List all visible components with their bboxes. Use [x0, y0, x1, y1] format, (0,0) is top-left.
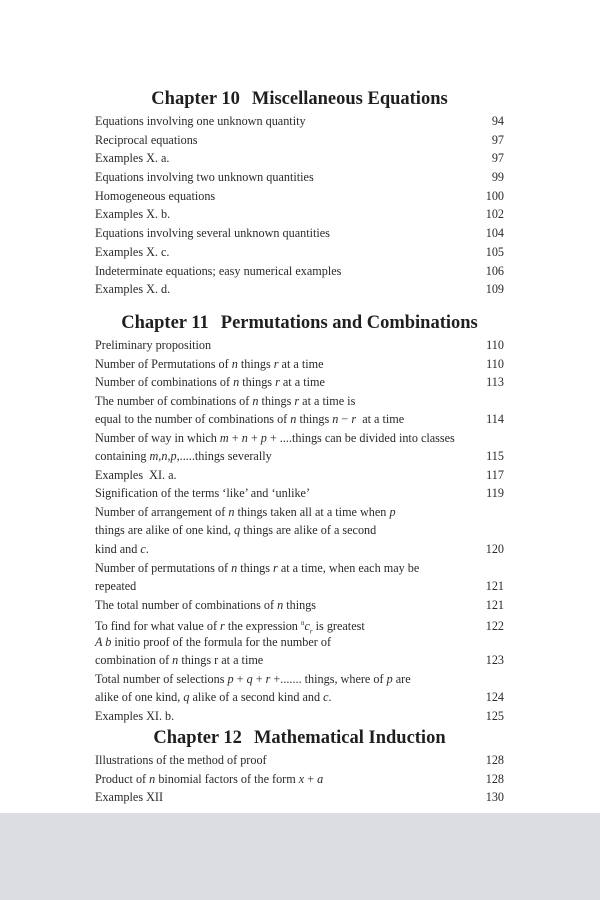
chapter-10-section [95, 86, 504, 299]
entry-page-number: 119 [486, 486, 504, 501]
entry-page-number: 120 [485, 542, 504, 557]
chapter-12-section [95, 725, 504, 807]
toc-entry [95, 688, 504, 707]
chapter-heading [95, 310, 504, 336]
entry-title: The number of combinations of n things r at a time is [95, 393, 356, 408]
entry-page-number: 125 [485, 708, 504, 723]
entry-title: Homogeneous equations [95, 188, 216, 203]
entry-title: Preliminary proposition [95, 338, 212, 352]
toc-entry [95, 112, 504, 131]
chapter-11-section [95, 310, 504, 725]
entry-page-number: 100 [485, 188, 504, 203]
entry-title: Number of way in which m + n + p + ....things can be divided into classes [95, 430, 455, 445]
entry-page-number: 97 [491, 151, 504, 166]
entry-title: Number of Permutations of n things r at a time [95, 356, 324, 371]
entry-title: equal to the number of combinations of n things n − r at a time [95, 412, 405, 427]
entry-list [95, 336, 504, 725]
entry-list [95, 112, 504, 299]
entry-title: Signification of the terms ‘like’ and ‘unlike’ [95, 486, 311, 501]
chapter-title: Miscellaneous Equations [251, 89, 448, 109]
toc-entry [95, 447, 504, 466]
entry-title: Examples XII [95, 790, 164, 805]
entry-page-number: 128 [485, 771, 504, 786]
toc-entry [95, 559, 504, 578]
chapter-label: Chapter 11 [121, 313, 209, 333]
chapter-title: Permutations and Combinations [220, 313, 478, 333]
toc-entry [95, 373, 504, 392]
entry-page-number: 110 [486, 356, 504, 371]
entry-title: alike of one kind, q alike of a second kind and c. [95, 690, 332, 705]
toc-entry [95, 262, 504, 281]
toc-entry [95, 651, 504, 670]
toc-entry [95, 149, 504, 168]
toc-entry [95, 788, 504, 807]
entry-title: Examples X. b. [95, 207, 171, 222]
entry-page-number: 105 [485, 244, 504, 259]
entry-title: Examples XI. a. [95, 467, 177, 482]
toc-entry [95, 168, 504, 187]
entry-page-number: 97 [491, 132, 504, 147]
chapter-label: Chapter 12 [153, 728, 242, 748]
toc-entry [95, 243, 504, 262]
entry-title: Reciprocal equations [95, 132, 198, 147]
entry-title: Examples X. d. [95, 282, 171, 297]
entry-title: Equations involving one unknown quantity [95, 114, 306, 128]
entry-title: things are alike of one kind, q things are alike of a second [95, 523, 377, 538]
chapter-heading [95, 86, 504, 112]
entry-list [95, 751, 504, 807]
entry-title: Examples XI. b. [95, 708, 175, 723]
toc-entry [95, 770, 504, 789]
entry-page-number: 99 [491, 170, 504, 185]
entry-page-number: 102 [485, 207, 504, 222]
toc-entry [95, 205, 504, 224]
entry-page-number: 122 [485, 619, 504, 634]
entry-page-number: 130 [485, 790, 504, 805]
entry-title: Number of combinations of n things r at a time [95, 375, 325, 390]
entry-title: kind and c. [95, 542, 149, 557]
toc-entry [95, 503, 504, 522]
entry-title: The total number of combinations of n things [95, 597, 317, 612]
toc-entry [95, 429, 504, 448]
entry-title: Product of n binomial factors of the form x + a [95, 771, 324, 786]
toc-entry [95, 484, 504, 503]
toc-entry [95, 131, 504, 150]
toc-entry [95, 187, 504, 206]
toc-entry [95, 336, 504, 355]
entry-page-number: 124 [485, 690, 504, 705]
entry-title: repeated [95, 579, 137, 594]
entry-title: To find for what value of r the expression $^nc_r$ is greatest [95, 619, 365, 636]
toc-entry [95, 596, 504, 615]
entry-title: Indeterminate equations; easy numerical examples [95, 263, 342, 278]
toc-entry [95, 751, 504, 770]
entry-page-number: 114 [486, 412, 504, 427]
entry-page-number: 115 [486, 449, 504, 464]
chapter-title: Mathematical Induction [253, 728, 446, 748]
toc-entry [95, 466, 504, 485]
entry-title: Equations involving two unknown quantities [95, 170, 314, 185]
entry-title: A b initio proof of the formula for the number of [95, 634, 332, 649]
toc-entry [95, 633, 504, 652]
entry-page-number: 109 [485, 282, 504, 297]
entry-page-number: 117 [486, 467, 504, 482]
entry-page-number: 123 [485, 653, 504, 668]
toc-entry [95, 355, 504, 374]
entry-title: Number of permutations of n things r at a time, when each may be [95, 560, 420, 575]
entry-title: combination of n things r at a time [95, 653, 264, 668]
toc-entry [95, 670, 504, 689]
toc-entry [95, 392, 504, 411]
entry-page-number: 121 [485, 579, 504, 594]
entry-title: containing m,n,p,.....things severally [95, 449, 272, 464]
entry-page-number: 104 [485, 226, 504, 241]
toc-entry [95, 224, 504, 243]
toc-entry [95, 577, 504, 596]
toc-entry [95, 521, 504, 540]
bottom-margin-band [0, 813, 600, 900]
entry-page-number: 110 [486, 338, 504, 352]
entry-title: Examples X. c. [95, 244, 170, 259]
entry-page-number: 94 [491, 114, 504, 128]
toc-entry [95, 707, 504, 726]
toc-entry [95, 280, 504, 299]
toc-entry [95, 614, 504, 636]
entry-title: Equations involving several unknown quantities [95, 226, 330, 241]
entry-title: Number of arrangement of n things taken all at a time when p [95, 504, 396, 519]
entry-title: Examples X. a. [95, 151, 170, 166]
entry-page-number: 128 [485, 753, 504, 767]
chapter-heading [95, 725, 504, 751]
toc-entry [95, 410, 504, 429]
entry-page-number: 121 [485, 597, 504, 612]
entry-title: Total number of selections p + q + r +....... things, where of p are [95, 671, 411, 686]
toc-entry [95, 540, 504, 559]
entry-page-number: 113 [486, 375, 504, 390]
entry-page-number: 106 [485, 263, 504, 278]
entry-title: Illustrations of the method of proof [95, 753, 267, 767]
chapter-label: Chapter 10 [151, 89, 240, 109]
